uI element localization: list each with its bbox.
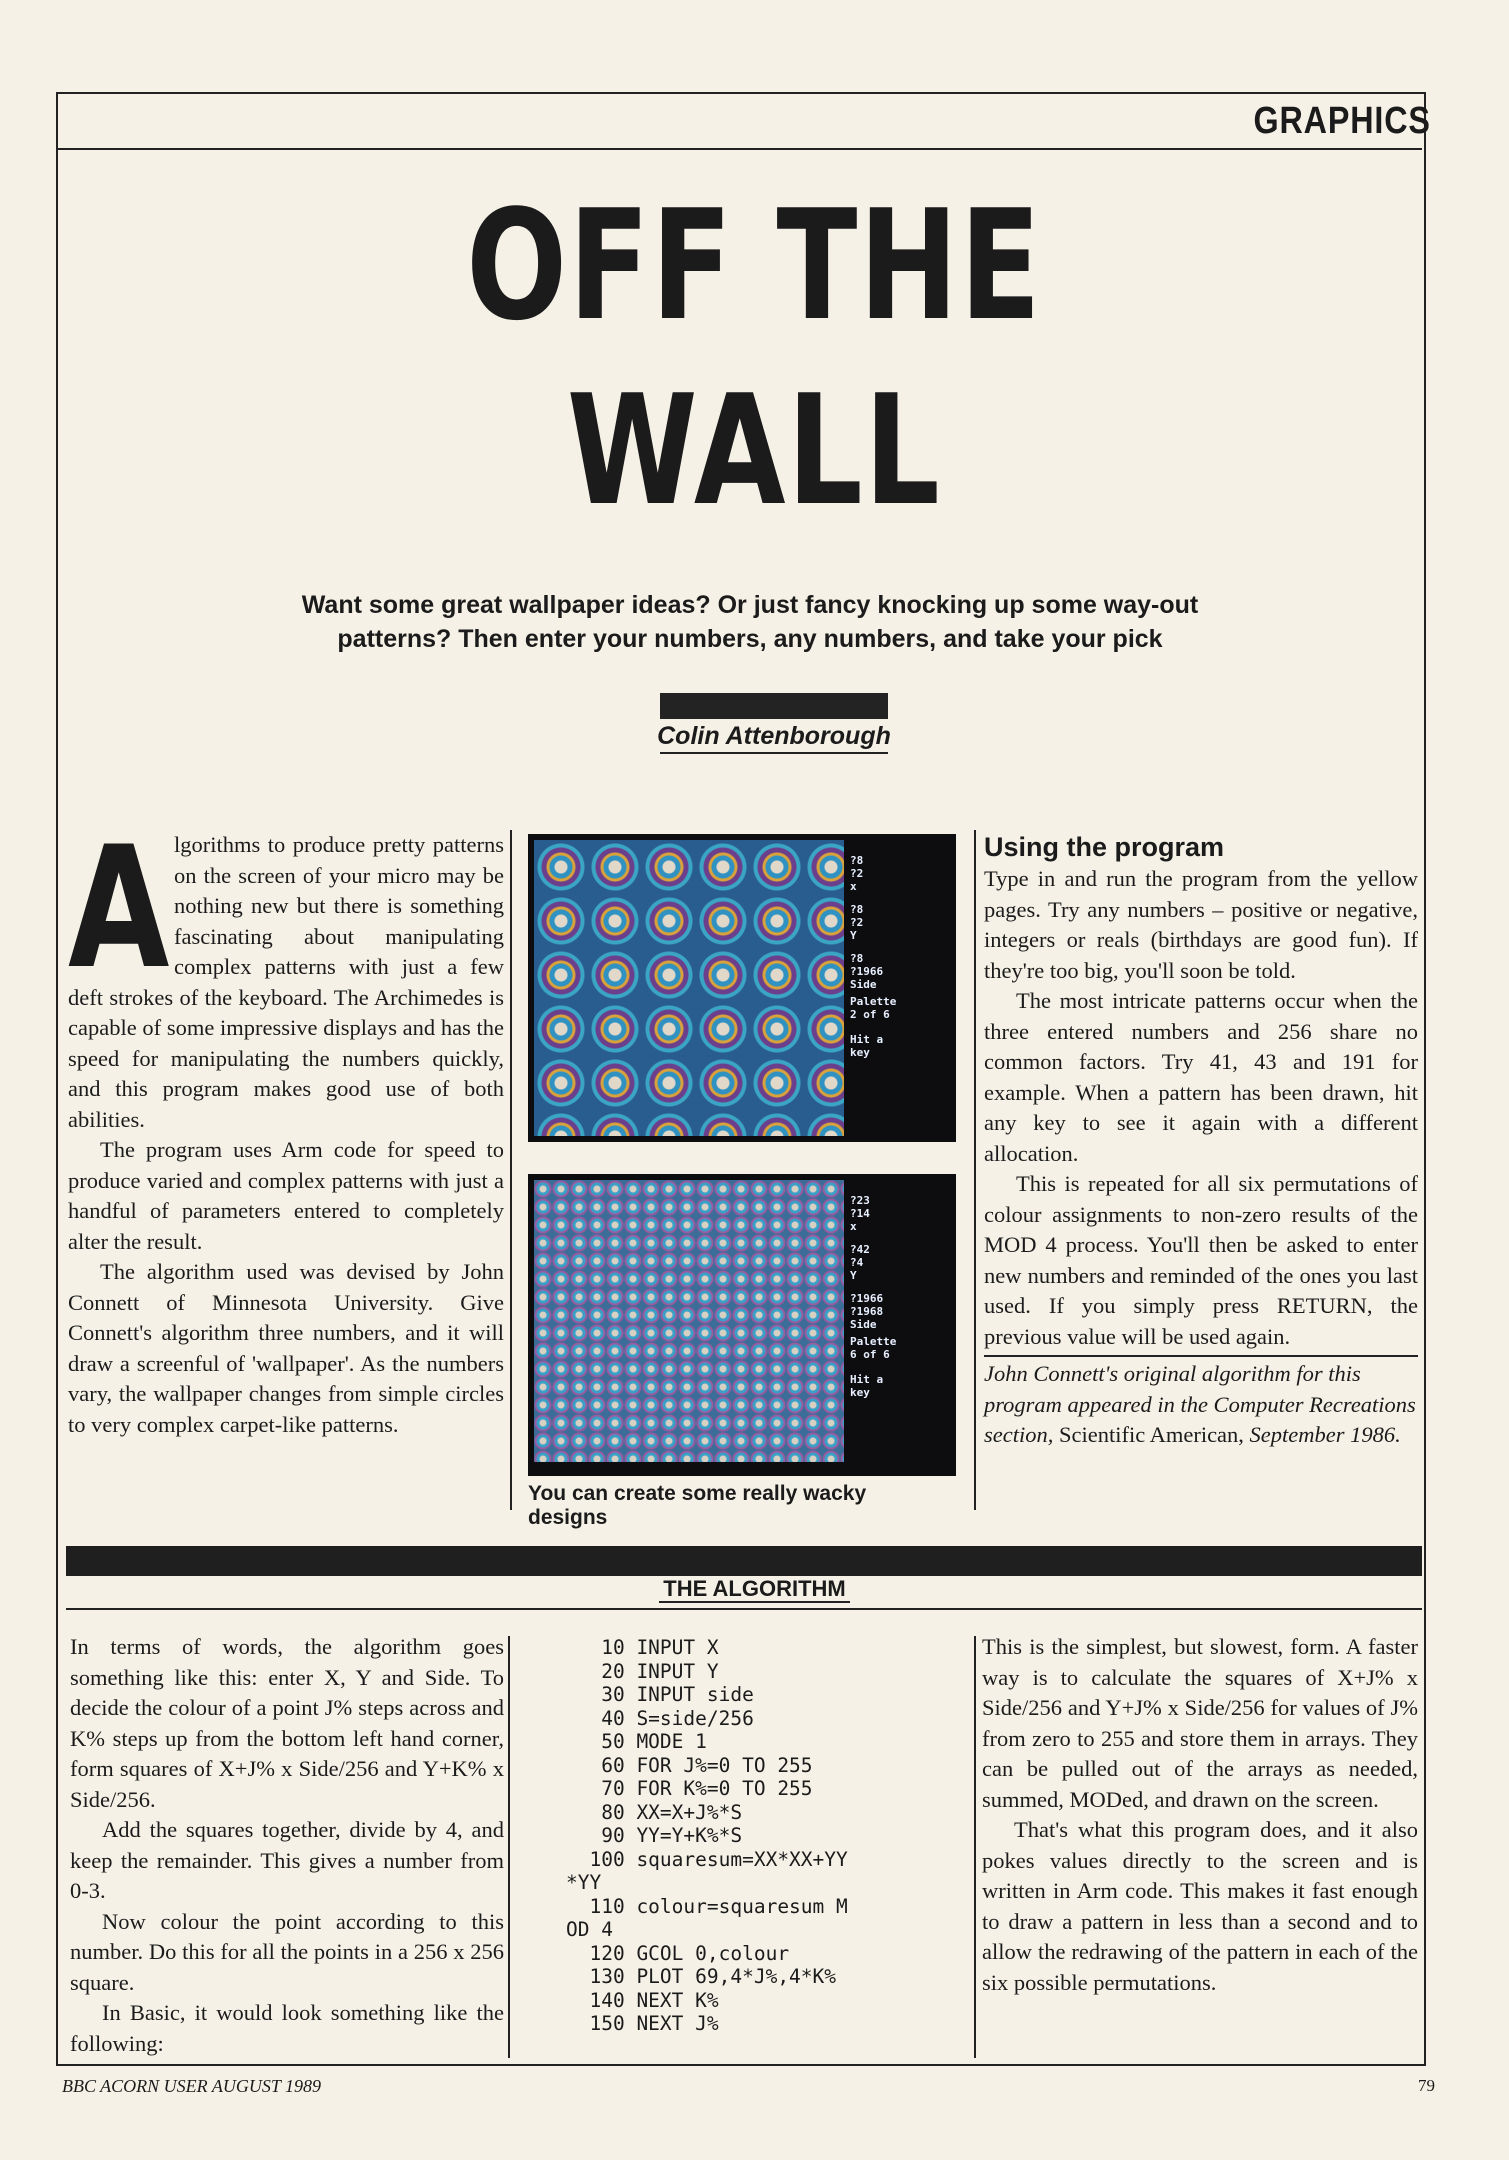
screenshot-pattern-circles — [528, 834, 956, 1142]
screenshot-pattern-carpet — [528, 1174, 956, 1476]
algorithm-paragraph-5: This is the simplest, but slowest, form. A faster way is to calculate the squares of X+J% x Side/256 and Y+J% x Side/256 for values of J% from zero to 255 and store them in arrays. They can be pulled out of the arrays as needed, summed, MODed, and drawn on the screen. — [982, 1634, 1418, 1812]
header-rule — [58, 148, 1422, 150]
column-rule-left — [510, 830, 512, 1510]
algorithm-paragraph-2: Add the squares together, divide by 4, and keep the remainder. This gives a number from 0-3. — [70, 1817, 504, 1903]
algorithm-right-column — [982, 1632, 1418, 1998]
using-paragraph-3: This is repeated for all six permutations of colour assignments to non-zero results of the MOD 4 process. You'll then be asked to enter new numbers and reminded of the ones you last used. If you simply press RETURN, the previous value will be used again. — [984, 1171, 1418, 1349]
using-paragraph-2: The most intricate patterns occur when the three entered numbers and 256 share no common factors. Try 41, 43 and 191 for example. When a pattern has been drawn, hit any key to see it again with a different allocation. — [984, 988, 1418, 1166]
title-line-2: WALL — [567, 362, 942, 539]
algorithm-paragraph-1: In terms of words, the algorithm goes something like this: enter X, Y and Side. To decide the colour of a point J% steps across and K% steps up from the bottom left hand corner, form squares of X+J% x Side/256 and Y+K% x Side/256. — [70, 1634, 504, 1812]
byline: Colin Attenborough — [657, 722, 891, 750]
subhead-using-program: Using the program — [984, 832, 1225, 862]
algorithm-left-column — [70, 1632, 504, 2059]
standfirst: Want some great wallpaper ideas? Or just fancy knocking up some way-out patterns? Then enter your numbers, any numbers, and take your pick — [301, 591, 1199, 653]
algorithm-rule-left — [508, 1636, 510, 2058]
algorithm-paragraph-3: Now colour the point according to this number. Do this for all the points in a 256 x 256 square. — [70, 1908, 504, 1995]
intro-paragraph-3: The algorithm used was devised by John Connett of Minnesota University. Give Connett's algorithm three numbers, and it will draw a screenful of 'wallpaper'. As the numbers vary, the wallpaper changes from simple circles to very complex carpet-like patterns. — [68, 1259, 504, 1437]
wallpaper-pattern-1 — [534, 840, 844, 1136]
section-label: GRAPHICS — [1253, 100, 1431, 142]
intro-paragraph-2: The program uses Arm code for speed to produce varied and complex patterns with just a handful of parameters entered to completely alter the result. — [68, 1137, 504, 1254]
screenshot-caption: You can create some really wacky designs — [528, 1482, 867, 1529]
using-column — [984, 832, 1418, 1451]
footer-publication: BBC ACORN USER AUGUST 1989 — [62, 2076, 322, 2096]
column-rule-right — [974, 830, 976, 1510]
algorithm-rule-right — [974, 1636, 976, 2058]
screen-2-readout: ?23 ?14 x ?42 ?4 Y ?1966 ?1968 Side Palette 6 of 6 Hit a key — [850, 1194, 897, 1399]
byline-underline — [660, 752, 888, 754]
algorithm-heading: THE ALGORITHM — [0, 1576, 1509, 1602]
byline-bar — [660, 693, 888, 719]
wallpaper-pattern-2 — [534, 1180, 844, 1462]
intro-column — [68, 810, 504, 1440]
source-note: John Connett's original algorithm for this program appeared in the Computer Recreations section, Scientific American, September 1986. — [984, 1361, 1416, 1447]
drop-cap: A — [68, 810, 170, 1006]
algorithm-bar — [66, 1546, 1422, 1576]
using-paragraph-1: Type in and run the program from the yellow pages. Try any numbers – positive or negative, integers or reals (birthdays are good fun). If they're too big, you'll soon be told. — [984, 866, 1418, 983]
algorithm-paragraph-6: That's what this program does, and it also pokes values directly to the screen and is written in Arm code. This makes it fast enough to draw a pattern in less than a second and to allow the redrawing of the pattern in each of the six possible permutations. — [982, 1817, 1418, 1995]
page-number: 79 — [1418, 2076, 1435, 2095]
return-key-term: RETURN — [1276, 1293, 1367, 1318]
mod-term: MOD 4 — [984, 1232, 1057, 1257]
screen-1-readout: ?8 ?2 x ?8 ?2 Y ?8 ?1966 Side Palette 2 of 6 Hit a key — [850, 854, 897, 1059]
algorithm-top-rule — [66, 1608, 1422, 1610]
basic-listing: 10 INPUT X 20 INPUT Y 30 INPUT side 40 S=side/256 50 MODE 1 60 FOR J%=0 TO 255 70 FOR K%=0 TO 255 80 XX=X+J%*S 90 YY=Y+K%*S 100 squaresum=XX*XX+YY *YY 110 colour=squaresum M OD 4 120 GCOL 0,colour 130 PLOT 69,4*J%,4*K% 140 NEXT K% 150 NEXT J% — [566, 1636, 848, 2035]
algorithm-paragraph-4: In Basic, it would look something like the following: — [70, 2000, 504, 2056]
title-line-1: OFF THE — [466, 177, 1043, 354]
intro-paragraph-1: lgorithms to produce pretty patterns on the screen of your micro may be nothing new but there is something fascinating about manipulating complex patterns with just a few deft strokes of the keyboard. The Archimedes is capable of some impressive displays and has the speed for manipulating the numbers quickly, and this program makes good use of both abilities. — [68, 832, 504, 1132]
note-rule — [984, 1355, 1418, 1357]
